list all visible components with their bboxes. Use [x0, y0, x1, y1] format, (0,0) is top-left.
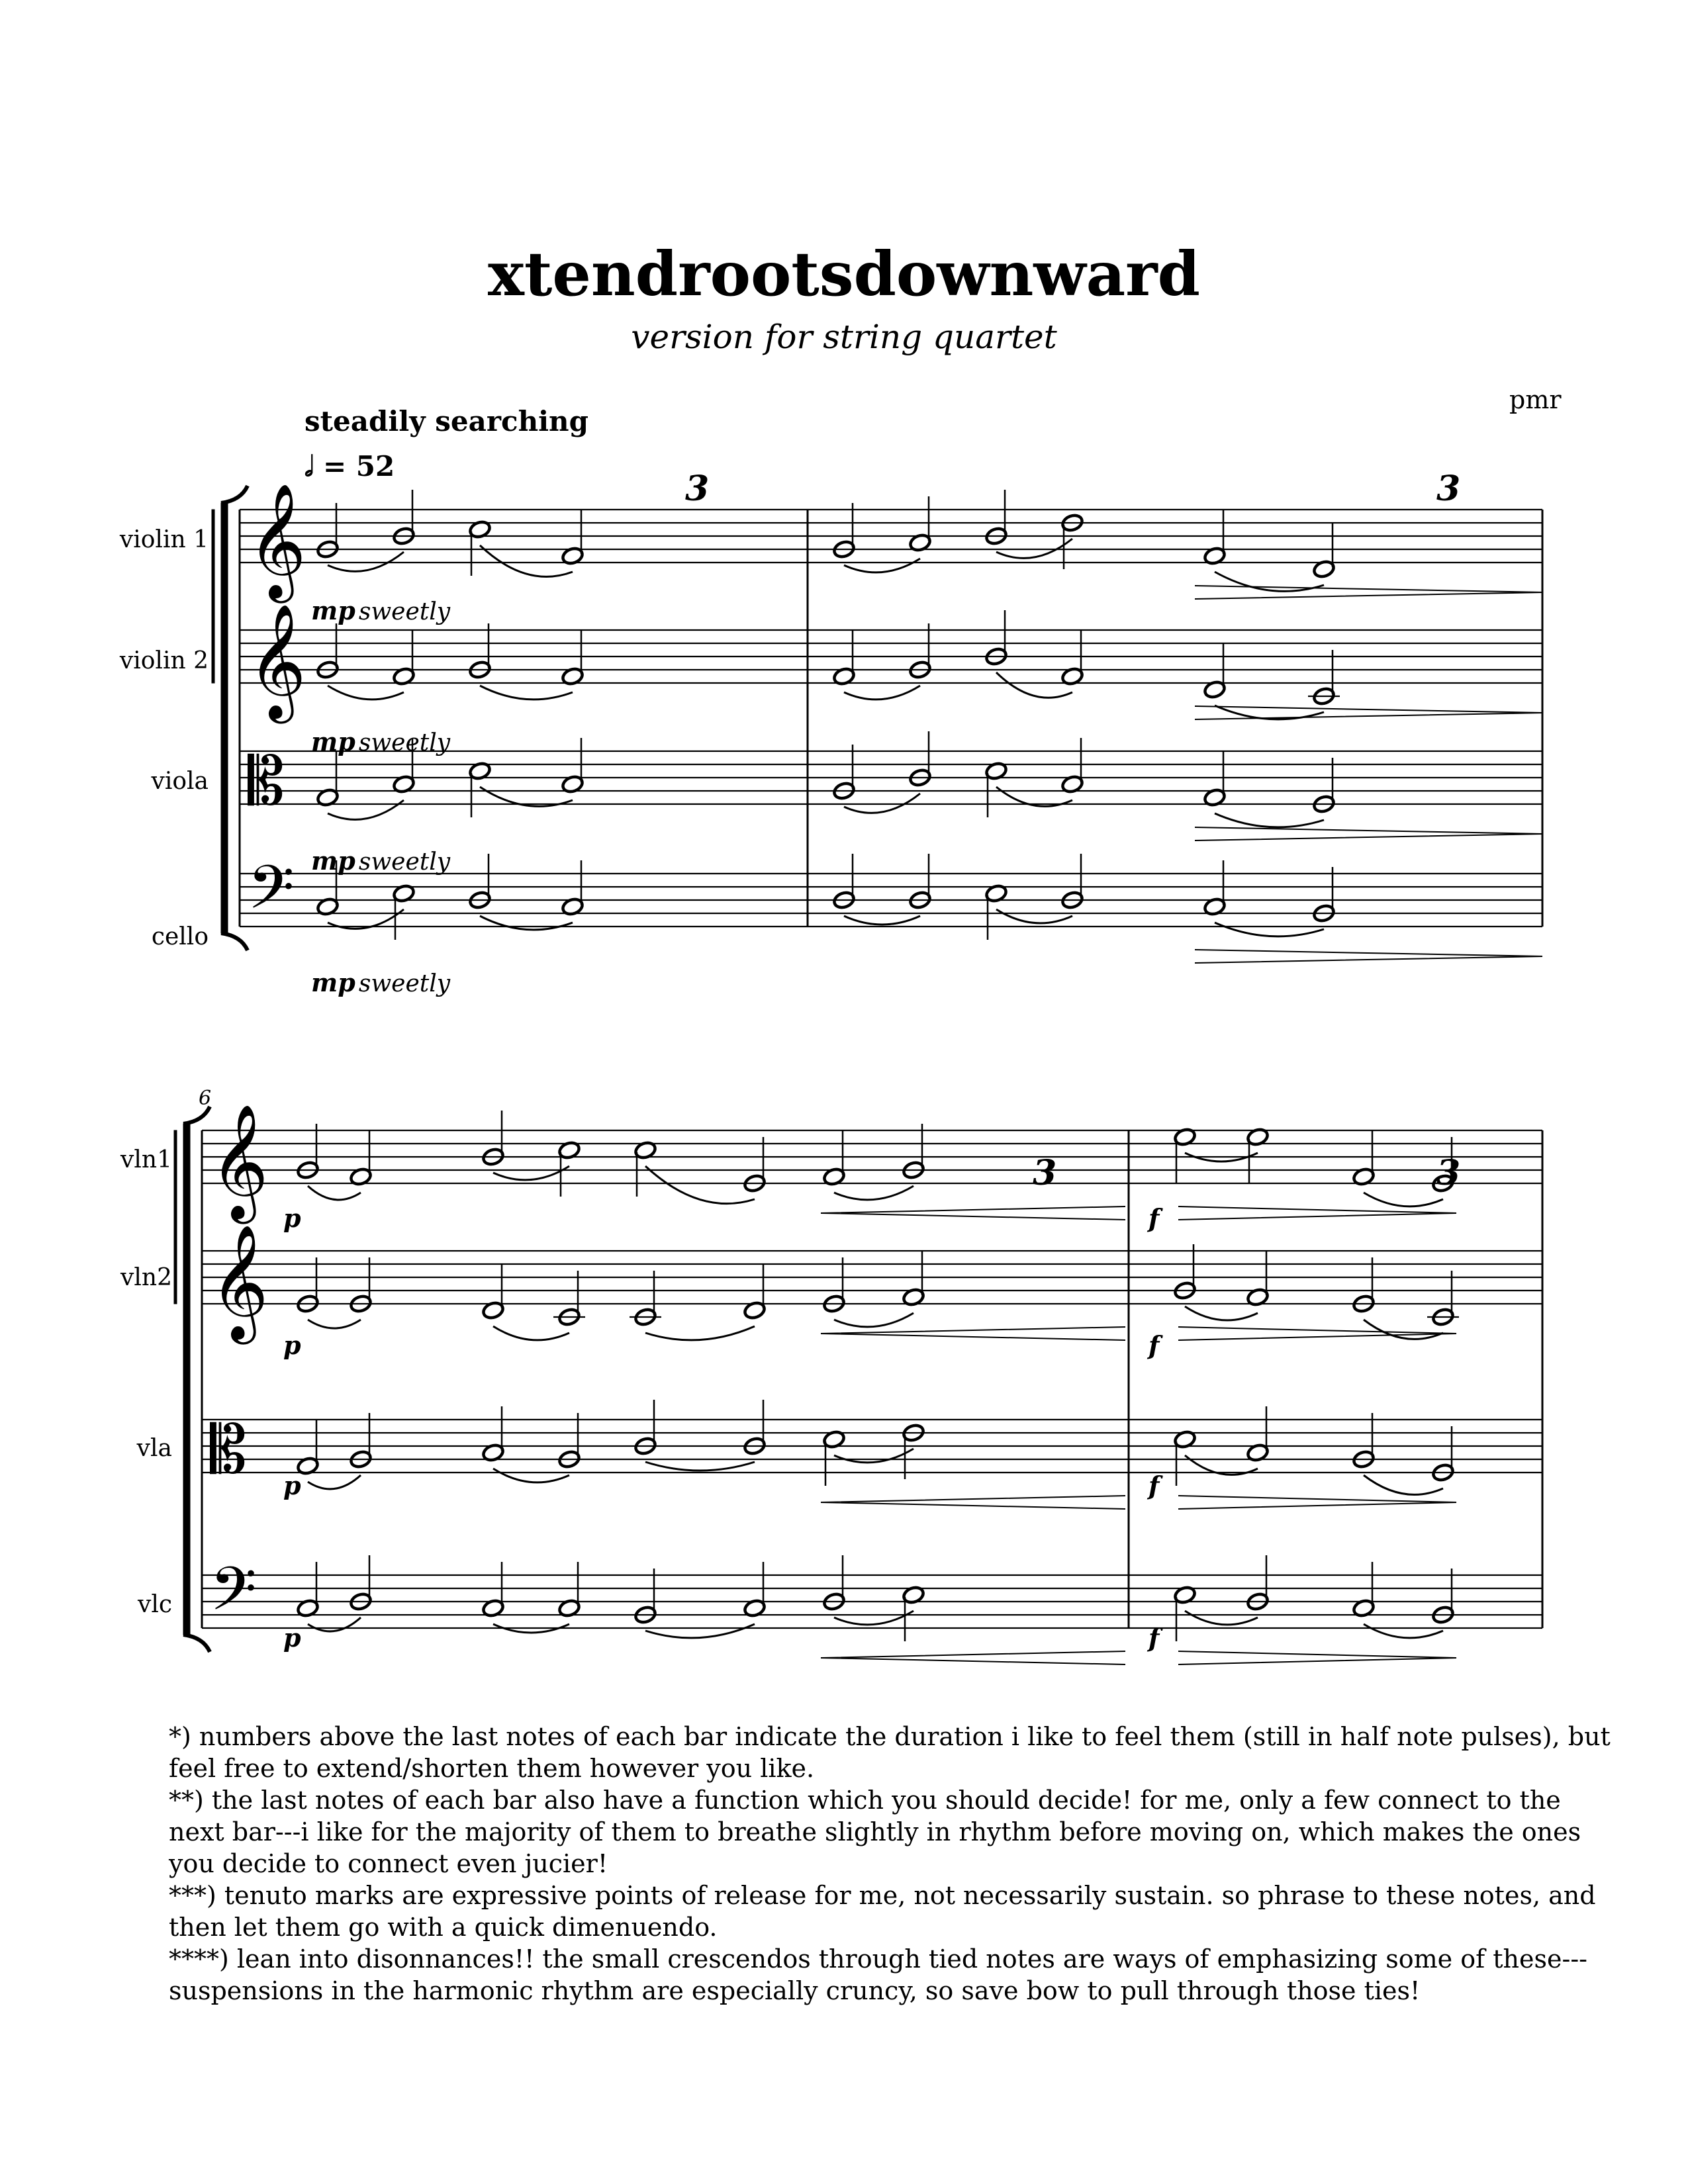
bracket — [221, 503, 228, 933]
tuplet-number: 3 — [685, 469, 710, 509]
slur — [645, 1166, 755, 1204]
footnotes — [169, 1721, 1612, 2007]
bracket-bottom — [221, 933, 248, 950]
crescendo-hairpin — [821, 1496, 1125, 1509]
instrument-label-viola: viola — [151, 768, 209, 795]
page-title: xtendrootsdownward — [488, 238, 1200, 310]
bracket-top — [183, 1107, 210, 1124]
diminuendo-hairpin — [1178, 1206, 1456, 1220]
slur — [1215, 813, 1324, 827]
barlines — [202, 510, 1542, 1628]
dynamic-marking: mp sweetly — [311, 968, 451, 997]
slur — [480, 916, 573, 930]
slur — [996, 539, 1072, 558]
slur — [1364, 1475, 1443, 1494]
dynamic-p: p — [283, 1623, 301, 1653]
diminuendo-hairpin — [1178, 1496, 1456, 1509]
slur — [996, 672, 1072, 698]
instrument-label-violin1: violin 1 — [119, 526, 209, 553]
staff-lines — [202, 510, 1542, 1628]
footnote: **) the last notes of each bar also have a function which you should decide! for me, only a few connect to the next bar---i like for the majority of them to breathe slightly in rhythm before moving on, which makes the ones you decide to connect even jucier! — [169, 1786, 1581, 1878]
half-note-icon: 𝅗𝅥 — [305, 450, 314, 482]
slur — [844, 916, 920, 925]
instrument-label-violin2: violin 2 — [119, 647, 209, 674]
composer: pmr — [1509, 385, 1562, 414]
slur — [308, 1186, 361, 1200]
slur — [645, 1326, 755, 1340]
treble-clef-icon: 𝄞 — [210, 1104, 269, 1219]
bracket-top — [221, 486, 248, 503]
slur — [645, 1624, 755, 1638]
slur — [493, 1469, 569, 1482]
slur — [844, 686, 920, 700]
dynamic-f: f — [1149, 1203, 1160, 1233]
footnote: ****) lean into disonnances!! the small crescendos through tied notes are ways of emphasizing some of these---suspensions in the harmonic rhythm are especially cruncy, so save bow to pull through those ties! — [169, 1944, 1587, 2005]
diminuendo-hairpin — [1195, 950, 1542, 963]
instrument-label-vln1: vln1 — [120, 1146, 172, 1173]
slur — [834, 1313, 914, 1327]
bass-clef-icon: 𝄢 — [248, 852, 295, 937]
tuplet-number: 3 — [1436, 1153, 1461, 1193]
slur — [1364, 1193, 1443, 1206]
bar-number: 6 — [199, 1087, 212, 1110]
dynamic-marking: mp sweetly — [311, 596, 451, 625]
alto-clef-icon: 𝄡 — [248, 743, 285, 820]
slur — [834, 1186, 914, 1200]
bracket — [183, 1124, 190, 1635]
notes — [296, 490, 1459, 1641]
dynamic-p: p — [283, 1330, 301, 1360]
diminuendo-hairpin — [1195, 827, 1542, 841]
slur — [328, 686, 404, 700]
slur — [328, 552, 404, 571]
dynamic-f: f — [1149, 1623, 1160, 1653]
slur — [834, 1449, 914, 1463]
diminuendo-hairpin — [1195, 706, 1542, 719]
crescendo-hairpin — [821, 1206, 1125, 1220]
instrument-label-vla: vla — [136, 1435, 172, 1462]
instrument-label-vlc: vlc — [137, 1591, 172, 1618]
dynamic-p: p — [283, 1471, 301, 1500]
subtitle: version for string quartet — [631, 318, 1057, 356]
dynamic-marking: mp sweetly — [311, 846, 451, 876]
treble-clef-icon: 𝄞 — [248, 483, 306, 598]
tuplet-number: 3 — [1033, 1153, 1057, 1193]
slur — [493, 1326, 569, 1340]
slur — [1215, 923, 1324, 936]
crescendo-hairpin — [821, 1651, 1125, 1664]
slur — [308, 1617, 361, 1631]
slur — [834, 1611, 914, 1625]
tempo-marking: steadily searching — [305, 405, 588, 437]
slur — [844, 794, 920, 813]
alto-clef-icon: 𝄡 — [210, 1411, 247, 1488]
sub-bracket — [174, 1130, 177, 1304]
crescendo-hairpin — [821, 1327, 1125, 1340]
dynamic-marking: mp sweetly — [311, 727, 451, 756]
slur — [1364, 1320, 1443, 1339]
metronome-value: = 52 — [322, 450, 395, 482]
slur — [328, 800, 404, 819]
tuplet-number: 3 — [1436, 469, 1461, 509]
slur — [480, 686, 573, 700]
treble-clef-icon: 𝄞 — [210, 1224, 269, 1340]
instrument-label-cello: cello — [151, 923, 209, 950]
slur — [308, 1320, 361, 1328]
bracket-bottom — [183, 1635, 210, 1652]
slur — [1185, 1611, 1258, 1625]
slur — [493, 1166, 569, 1180]
footnote: *) numbers above the last notes of each bar indicate the duration i like to feel them (still in half note pulses), but feel free to extend/shorten them however you like. — [169, 1722, 1611, 1783]
dynamic-f: f — [1149, 1330, 1160, 1360]
slur — [1364, 1624, 1443, 1638]
sub-bracket — [212, 510, 214, 683]
slur — [1185, 1306, 1258, 1320]
slur — [308, 1475, 361, 1489]
slur — [480, 545, 573, 576]
slur — [844, 559, 920, 572]
instrument-label-vln2: vln2 — [120, 1264, 172, 1291]
footnote: ***) tenuto marks are expressive points of release for me, not necessarily sustain. so phrase to these notes, and then let them go with a quick dimenuendo. — [169, 1881, 1596, 1942]
slur — [645, 1462, 755, 1471]
diminuendo-hairpin — [1195, 586, 1542, 599]
slur — [996, 909, 1072, 923]
dynamic-f: f — [1149, 1471, 1160, 1500]
bass-clef-icon: 𝄢 — [210, 1554, 257, 1639]
dynamic-p: p — [283, 1203, 301, 1233]
diminuendo-hairpin — [1178, 1651, 1456, 1664]
treble-clef-icon: 𝄞 — [248, 604, 306, 719]
